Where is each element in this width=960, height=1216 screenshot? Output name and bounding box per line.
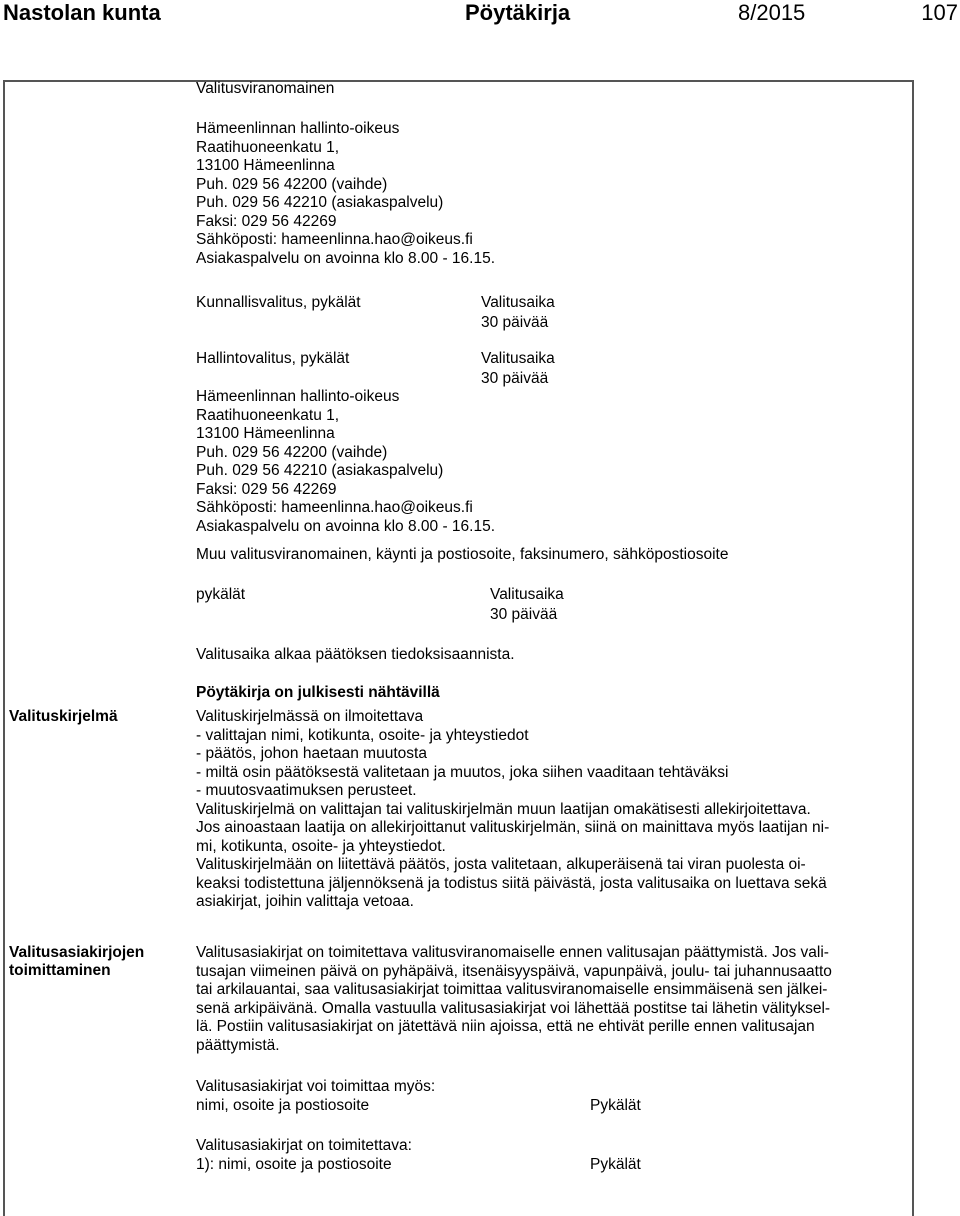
- address-line: Sähköposti: hameenlinna.hao@oikeus.fi: [196, 499, 473, 516]
- valitusaika-starts: Valitusaika alkaa päätöksen tiedoksisaannista.: [196, 646, 515, 663]
- toimittaminen-text: [196, 944, 832, 1055]
- address-line: Raatihuoneenkatu 1,: [196, 138, 340, 156]
- must-deliver-line: 1): nimi, osoite ja postiosoite: [196, 1156, 392, 1173]
- hallintovalitus-label: Hallintovalitus, pykälät: [196, 350, 350, 367]
- pykalat-label: Pykälät: [590, 1156, 641, 1173]
- text-line: - valittajan nimi, kotikunta, osoite- ja yhteystiedot: [196, 726, 529, 744]
- kunnallisvalitus-label: Kunnallisvalitus, pykälät: [196, 294, 361, 311]
- text-line: tusajan viimeinen päivä on pyhäpäivä, itsenäisyyspäivä, vapunpäivä, joulu- tai juhannusaatto: [196, 962, 832, 980]
- text-line: keaksi todistettuna jäljennöksenä ja todistus siitä päivästä, josta valitusaika on luettava sekä: [196, 874, 827, 892]
- text-line: mi, kotikunta, osoite- ja yhteystiedot.: [196, 837, 446, 855]
- valitusaika-label: Valitusaika: [490, 586, 564, 603]
- public-notice-heading: Pöytäkirja on julkisesti nähtävillä: [196, 684, 440, 701]
- pykalat-label: Pykälät: [590, 1097, 641, 1114]
- text-line: Valitusasiakirjat on toimitettava valitusviranomaiselle ennen valitusajan päättymistä. Jos vali-: [196, 944, 829, 961]
- address-line: Faksi: 029 56 42269: [196, 480, 337, 498]
- text-line: tai arkilauantai, saa valitusasiakirjat toimittaa valitusviranomaiselle ensimmäisenä sen jälkei-: [196, 981, 828, 998]
- hallinto-address: [196, 388, 495, 536]
- valituskirjelma-label: Valituskirjelmä: [9, 708, 118, 725]
- address-line: Puh. 029 56 42210 (asiakaspalvelu): [196, 462, 444, 479]
- text-line: Valituskirjelmä on valittajan tai valituskirjelmän muun laatijan omakätisesti allekirjoitettava.: [196, 800, 811, 818]
- authority-heading: Valitusviranomainen: [196, 80, 335, 97]
- valitusaika-label: Valitusaika: [481, 294, 555, 311]
- other-authority-line: Muu valitusviranomainen, käynti ja postiosoite, faksinumero, sähköpostiosoite: [196, 546, 729, 563]
- text-line: Jos ainoastaan laatija on allekirjoittanut valituskirjelmän, siinä on mainittava myös laatijan ni-: [196, 819, 830, 836]
- address-line: Raatihuoneenkatu 1,: [196, 406, 340, 424]
- address-line: 13100 Hämeenlinna: [196, 157, 335, 174]
- text-line: - päätös, johon haetaan muutosta: [196, 745, 427, 762]
- valitusaika-label: Valitusaika: [481, 350, 555, 367]
- authority-address: [196, 120, 495, 268]
- municipality-name: Nastolan kunta: [3, 0, 161, 25]
- valitusaika-value: 30 päivää: [490, 606, 558, 623]
- document-number: 8/2015: [738, 0, 806, 25]
- text-line: Valituskirjelmään on liitettävä päätös, josta valitetaan, alkuperäisenä tai viran puolesta oi-: [196, 856, 806, 873]
- text-line: asiakirjat, joihin valittaja vetoaa.: [196, 893, 414, 910]
- document-type: Pöytäkirja: [465, 0, 571, 25]
- address-line: Asiakaspalvelu on avoinna klo 8.00 - 16.15.: [196, 249, 496, 267]
- address-line: 13100 Hämeenlinna: [196, 425, 335, 442]
- page-header: [0, 0, 960, 26]
- pykalat-label: pykälät: [196, 586, 246, 603]
- valitusaika-value: 30 päivää: [481, 314, 549, 331]
- page-number: 107: [921, 0, 958, 25]
- address-line: Faksi: 029 56 42269: [196, 212, 337, 230]
- text-line: - miltä osin päätöksestä valitetaan ja muutos, joka siihen vaaditaan tehtäväksi: [196, 763, 729, 781]
- must-deliver-heading: Valitusasiakirjat on toimitettava:: [196, 1137, 412, 1154]
- address-line: Puh. 029 56 42200 (vaihde): [196, 175, 388, 193]
- address-line: Hämeenlinnan hallinto-oikeus: [196, 120, 400, 137]
- text-line: senä arkipäivänä. Omalla vastuulla valitusasiakirjat voi lähettää postitse tai lähetin välityksel-: [196, 999, 831, 1017]
- may-deliver-line: nimi, osoite ja postiosoite: [196, 1097, 370, 1114]
- text-line: lä. Postiin valitusasiakirjat on jätettävä niin ajoissa, että ne ehtivät perille ennen valitusajan: [196, 1018, 815, 1035]
- text-line: - muutosvaatimuksen perusteet.: [196, 782, 417, 799]
- toimittaminen-label-line2: toimittaminen: [9, 962, 111, 979]
- text-line: päättymistä.: [196, 1036, 280, 1054]
- address-line: Hämeenlinnan hallinto-oikeus: [196, 388, 400, 405]
- text-line: Valituskirjelmässä on ilmoitettava: [196, 708, 424, 725]
- toimittaminen-label-line1: Valitusasiakirjojen: [9, 944, 145, 961]
- address-line: Sähköposti: hameenlinna.hao@oikeus.fi: [196, 231, 473, 248]
- address-line: Asiakaspalvelu on avoinna klo 8.00 - 16.15.: [196, 517, 496, 535]
- address-line: Puh. 029 56 42210 (asiakaspalvelu): [196, 194, 444, 211]
- valituskirjelma-text: [196, 708, 829, 912]
- valitusaika-value: 30 päivää: [481, 370, 549, 387]
- may-deliver-heading: Valitusasiakirjat voi toimittaa myös:: [196, 1078, 436, 1095]
- address-line: Puh. 029 56 42200 (vaihde): [196, 443, 388, 461]
